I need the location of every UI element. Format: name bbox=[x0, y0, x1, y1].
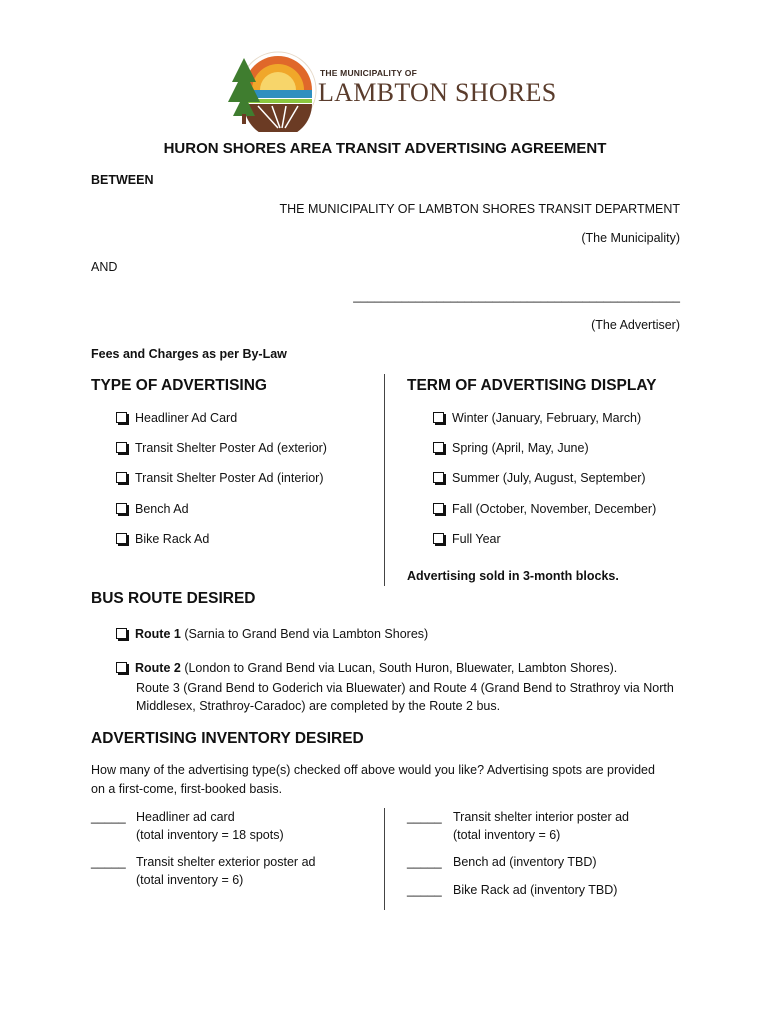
term-option-summer[interactable]: Summer (July, August, September) bbox=[433, 471, 646, 485]
between-label: BETWEEN bbox=[91, 173, 154, 187]
route-option-2[interactable]: Route 2 (London to Grand Bend via Lucan, South Huron, Bluewater, Lambton Shores). bbox=[116, 661, 617, 675]
and-label: AND bbox=[91, 260, 118, 274]
municipality-name: THE MUNICIPALITY OF LAMBTON SHORES TRANSIT DEPARTMENT bbox=[279, 202, 680, 216]
inventory-shelter-exterior-name: Transit shelter exterior poster ad bbox=[136, 855, 316, 869]
column-divider-top bbox=[384, 374, 385, 586]
advertiser-role: (The Advertiser) bbox=[591, 318, 680, 332]
inventory-intro-line1: How many of the advertising type(s) checked off above would you like? Advertising spots are provided bbox=[91, 763, 655, 777]
inventory-shelter-exterior-detail: (total inventory = 6) bbox=[136, 873, 244, 887]
checkbox[interactable] bbox=[116, 662, 127, 673]
logo-small-text: THE MUNICIPALITY OF bbox=[320, 68, 417, 78]
term-option-spring[interactable]: Spring (April, May, June) bbox=[433, 441, 589, 455]
inventory-intro-line2: on a first-come, first-booked basis. bbox=[91, 782, 283, 796]
inventory-shelter-interior-name: Transit shelter interior poster ad bbox=[453, 810, 630, 824]
inventory-headliner-detail: (total inventory = 18 spots) bbox=[136, 828, 284, 842]
inventory-headliner-name: Headliner ad card bbox=[136, 810, 235, 824]
checkbox[interactable] bbox=[433, 533, 444, 544]
inventory-blank-bike-rack[interactable]: _____ bbox=[407, 883, 442, 897]
inventory-bench-name: Bench ad (inventory TBD) bbox=[453, 855, 597, 869]
term-option-fall[interactable]: Fall (October, November, December) bbox=[433, 502, 656, 516]
inventory-blank-bench[interactable]: _____ bbox=[407, 855, 442, 869]
checkbox[interactable] bbox=[433, 472, 444, 483]
checkbox[interactable] bbox=[116, 412, 127, 423]
inventory-blank-shelter-exterior[interactable]: _____ bbox=[91, 855, 126, 869]
municipality-role: (The Municipality) bbox=[581, 231, 680, 245]
inventory-bike-rack-name: Bike Rack ad (inventory TBD) bbox=[453, 883, 618, 897]
type-option-bench[interactable]: Bench Ad bbox=[116, 502, 189, 516]
term-heading: TERM OF ADVERTISING DISPLAY bbox=[407, 377, 657, 394]
checkbox[interactable] bbox=[433, 442, 444, 453]
route-2-note-line1: Route 3 (Grand Bend to Goderich via Bluewater) and Route 4 (Grand Bend to Strathroy via North bbox=[136, 681, 674, 695]
fees-note: Fees and Charges as per By-Law bbox=[91, 347, 287, 361]
type-option-headliner[interactable]: Headliner Ad Card bbox=[116, 411, 237, 425]
type-option-shelter-interior[interactable]: Transit Shelter Poster Ad (interior) bbox=[116, 471, 324, 485]
checkbox[interactable] bbox=[433, 412, 444, 423]
type-option-shelter-exterior[interactable]: Transit Shelter Poster Ad (exterior) bbox=[116, 441, 327, 455]
checkbox[interactable] bbox=[433, 503, 444, 514]
checkbox[interactable] bbox=[116, 472, 127, 483]
column-divider-bottom bbox=[384, 808, 385, 910]
checkbox[interactable] bbox=[116, 628, 127, 639]
advertiser-name-blank[interactable]: _______________________________________________ bbox=[353, 289, 680, 303]
document-title: HURON SHORES AREA TRANSIT ADVERTISING AGREEMENT bbox=[163, 140, 607, 157]
type-option-bike-rack[interactable]: Bike Rack Ad bbox=[116, 532, 209, 546]
checkbox[interactable] bbox=[116, 442, 127, 453]
term-option-winter[interactable]: Winter (January, February, March) bbox=[433, 411, 641, 425]
checkbox[interactable] bbox=[116, 503, 127, 514]
logo-emblem bbox=[228, 50, 318, 132]
inventory-blank-headliner[interactable]: _____ bbox=[91, 810, 126, 824]
route-heading: BUS ROUTE DESIRED bbox=[91, 590, 256, 607]
inventory-heading: ADVERTISING INVENTORY DESIRED bbox=[91, 730, 364, 747]
term-option-full-year[interactable]: Full Year bbox=[433, 532, 501, 546]
route-option-1[interactable]: Route 1 (Sarnia to Grand Bend via Lambton Shores) bbox=[116, 627, 428, 641]
checkbox[interactable] bbox=[116, 533, 127, 544]
inventory-shelter-interior-detail: (total inventory = 6) bbox=[453, 828, 561, 842]
logo-big-text: LAMBTON SHORES bbox=[318, 78, 557, 107]
route-2-note-line2: Middlesex, Strathroy-Caradoc) are completed by the Route 2 bus. bbox=[136, 699, 501, 713]
inventory-blank-shelter-interior[interactable]: _____ bbox=[407, 810, 442, 824]
type-heading: TYPE OF ADVERTISING bbox=[91, 377, 267, 394]
term-note: Advertising sold in 3-month blocks. bbox=[407, 569, 619, 583]
